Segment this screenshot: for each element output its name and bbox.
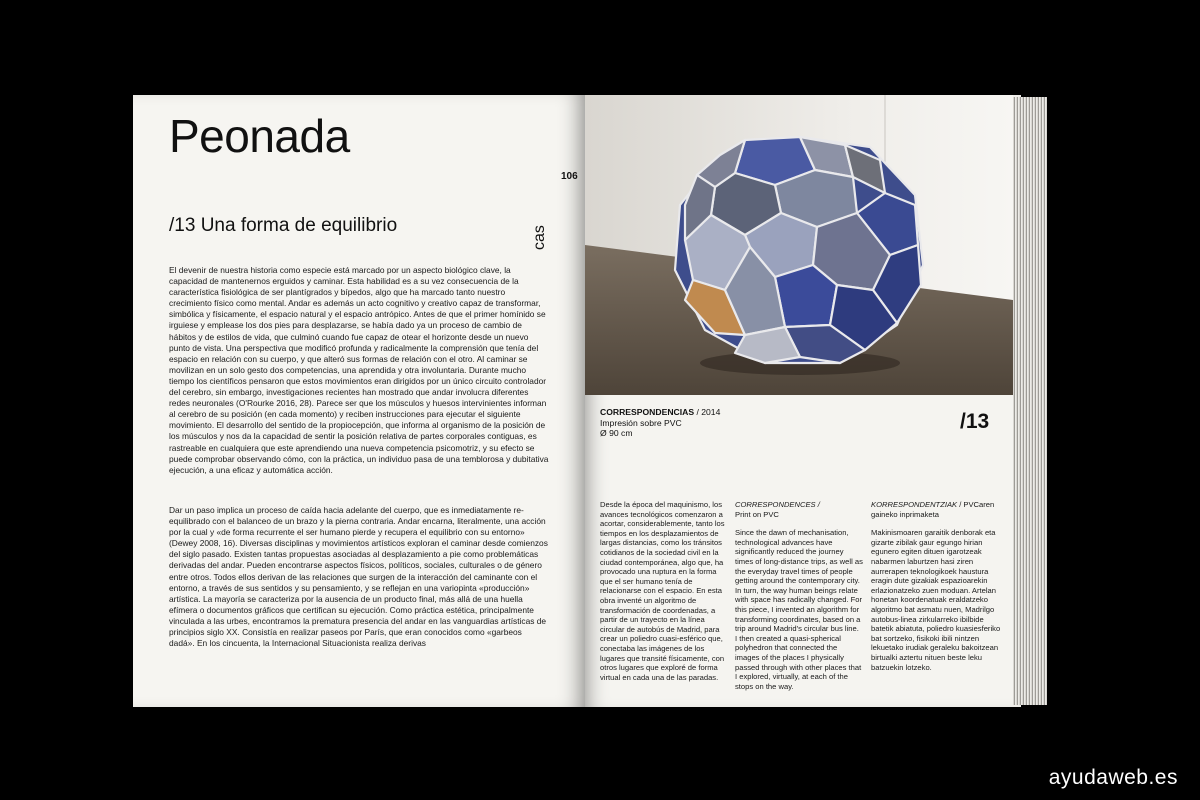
watermark: ayudaweb.es xyxy=(1048,766,1178,789)
left-page xyxy=(133,95,585,707)
open-book xyxy=(133,95,1048,707)
description-basque xyxy=(871,500,1001,672)
english-title: CORRESPONDENCES / xyxy=(735,500,820,509)
artwork-year: / 2014 xyxy=(694,407,721,417)
body-paragraph-1: El devenir de nuestra historia como especie está marcado por un aspecto biológico clave, la capacidad de mantenernos erguidos y caminar. Esta habilidad es a su vez consecuencia de la característica fisiológica de ser plantígrados y bípedos, algo que ha marcado tanto nuestro crecimiento físico como mental. Andar es además un acto cognitivo y creativo capaz de transformar, simbólica y físicamente, el espacio natural y el espacio antrópico. Antes de que el primer homínido se irguiese y emplease los dos pies para desplazarse, se había dado ya un proceso de cambio de hábitos y de estilos de vida, que culminó cuando fue capaz de otear el horizonte desde un nuevo punto de vista. Una perspectiva que modificó profunda y radicalmente la comprensión que tenía del espacio en relación con su cuerpo, y que alteró sus formas de relación con el otro. Al caminar se movilizan en un solo gesto dos competencias, una aprendida y otra involuntaria. Durante mucho tiempo los científicos pensaron que estos movimientos eran dirigidos por un único circuito controlador del cerebro, sin embargo, investigaciones recientes han mostrado que andar involucra diferentes redes neuronales (O'Rourke 2016, 28). Parece ser que los músculos y huesos intervinientes informan al cerebro de su posición (en cada momento) y reciben instrucciones para ejecutar el siguiente movimiento. El desarrollo del sentido de la propiocepción, que informa al organismo de la posición de los músculos y nos da la capacidad de sentir la posición relativa de partes corporales contiguas, es rastreable en cualquiera que este aprendiendo una nueva competencia psicomotriz, y su efecto se puede comprobar observando cómo, con la práctica, un individuo pasa de una temblorosa y dubitativa ejecución, a una eficaz y automática acción. xyxy=(169,265,549,475)
basque-title: KORRESPONDENTZIAK xyxy=(871,500,958,509)
english-text: Since the dawn of mechanisation, technological advances have significantly reduced the journey times of long-distance trips, as well as the everyday travel times of people getting around the contemporary city. In turn, the way human beings relate with space has radically changed. For this piece, I invented an algorithm for transforming coordinates, based on a trip around Madrid's circular bus line. I then created a quasi-spherical polyhedron that connected the images of the places I physically passed through with other places that I explored, virtually, at each of the stops on the way. xyxy=(735,528,863,691)
description-english xyxy=(735,500,863,691)
language-label: cas xyxy=(531,225,548,250)
page-edges xyxy=(1013,97,1047,705)
body-paragraph-2: Dar un paso implica un proceso de caída hacia adelante del cuerpo, que es inmediatamente re-equilibrado con el balanceo de un brazo y la pierna contraria. Andar encarna, literalmente, una acción por la cual y «de forma recurrente el ser humano pierde y recupera el equilibrio con su entorno» (Dewey 2008, 16). Diversas disciplinas y movimientos artísticos exploran el caminar desde comienzos del siglo pasado. Existen tantas propuestas asociadas al desplazamiento a pie como problemáticas derivadas del andar. Pueden encontrarse aspectos físicos, políticos, sociales, culturales o de género entre otros. Todos ellos derivan de las relaciones que surgen de la interacción del caminante con el entorno, a través de sus sentidos y su pensamiento, y se reflejan en una variopinta «producción» artística. La mayoría se caracteriza por la ausencia de un producto final, más allá de una huella efímera o documentos gráficos que certifican su ejecución. Como práctica estética, principalmente vinculada a las urbes, encontramos la prematura presencia del andar en las vanguardias artísticas de principios siglo XX. Consistía en realizar paseos por París, que eran conocidos como «garbeos dadá». En los cincuenta, la Internacional Situacionista realiza derivas xyxy=(169,505,548,649)
page-number: 106 xyxy=(561,171,578,182)
artwork-caption xyxy=(600,407,800,439)
artwork-medium: Impresión sobre PVC xyxy=(600,417,682,428)
english-medium: Print on PVC xyxy=(735,509,779,519)
polyhedron-image xyxy=(585,95,1013,395)
reference-number: /13 xyxy=(960,410,990,433)
section-title: /13 Una forma de equilibrio xyxy=(169,215,398,236)
description-spanish: Desde la época del maquinismo, los avances tecnológicos comenzaron a acortar, considerablemente, tanto los tiempos en los desplazamientos de largas distancias, como los tránsitos cotidianos de la sociedad civil en la ciudad contemporánea, algo que, ha provocado una ruptura en la forma que el ser humano tenía de relacionarse con el espacio. En esta obra inventé un algoritmo de transformación de coordenadas, a partir de un trayecto en la línea circular de autobús de Madrid, para crear un poliedro cuasi-esférico que, conectaba las imágenes de los lugares que transité físicamente, con otros lugares que exploré de forma virtual en cada una de las paradas. xyxy=(600,500,725,682)
basque-medium: / PVCaren gaineko inprimaketa xyxy=(871,500,995,519)
artwork-title: CORRESPONDENCIAS xyxy=(600,407,695,417)
right-page xyxy=(585,95,1021,707)
basque-text: Makinismoaren garaitik denborak eta gizarte zibilak gaur egungo hirian egunero egiten dituen igarotzeak nabarmen laburtzen hasi ziren aurrerapen teknologikoek haustura eragin dute gizakiak espazioarekin erlazionatzeko zuen moduan. Artelan honetan koordenatuak eraldatzeko algoritmo bat asmatu nuen, Madrilgo autobus-linea zirkularreko ibilbide batetik abiatuta, poliedro kuasiesferiko bat sortzeko, fisikoki ibili nintzen lekuetako irudiak geraleku bakoitzean birtualki aztertu nituen beste leku batzuekin lotzeko. xyxy=(871,528,1001,672)
artwork-size: Ø 90 cm xyxy=(600,428,633,438)
artwork-photo xyxy=(585,95,1013,395)
page-title: Peonada xyxy=(169,110,350,162)
